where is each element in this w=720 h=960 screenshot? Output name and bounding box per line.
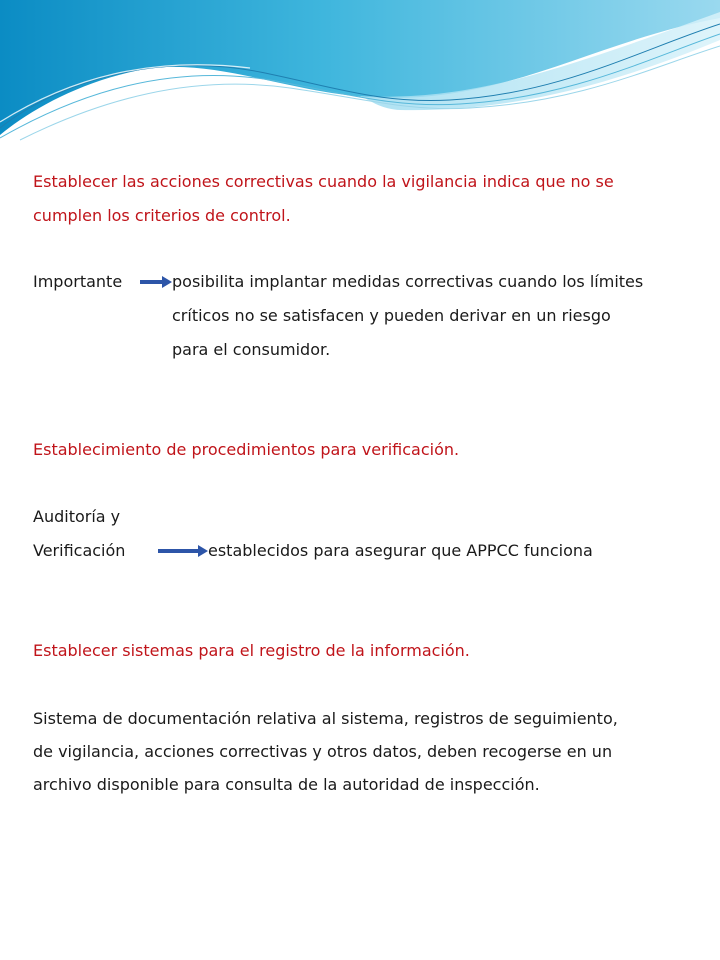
section1-term: Importante [33, 272, 123, 291]
section1-desc-line1: posibilita implantar medidas correctivas cuando los límites [172, 272, 644, 291]
section1-heading-line1: Establecer las acciones correctivas cuando la vigilancia indica que no se [33, 172, 614, 191]
section1-heading-line2: cumplen los criterios de control. [33, 206, 291, 225]
section1-desc-line3: para el consumidor. [172, 340, 331, 359]
section1-desc-line2: críticos no se satisfacen y pueden derivar en un riesgo [172, 306, 611, 325]
section2-term-line1: Auditoría y [33, 507, 121, 526]
arrow-right-icon [140, 276, 172, 288]
section2-term-line2: Verificación [33, 541, 126, 560]
section2-desc: establecidos para asegurar que APPCC funciona [208, 541, 593, 560]
section3-body-line3: archivo disponible para consulta de la autoridad de inspección. [33, 775, 540, 794]
header-wave-decoration [0, 0, 720, 150]
section3-body-line1: Sistema de documentación relativa al sistema, registros de seguimiento, [33, 709, 618, 728]
section3-body-line2: de vigilancia, acciones correctivas y otros datos, deben recogerse en un [33, 742, 613, 761]
section3-heading: Establecer sistemas para el registro de la información. [33, 641, 470, 660]
arrow-right-icon [158, 545, 208, 557]
section2-heading: Establecimiento de procedimientos para verificación. [33, 440, 460, 459]
